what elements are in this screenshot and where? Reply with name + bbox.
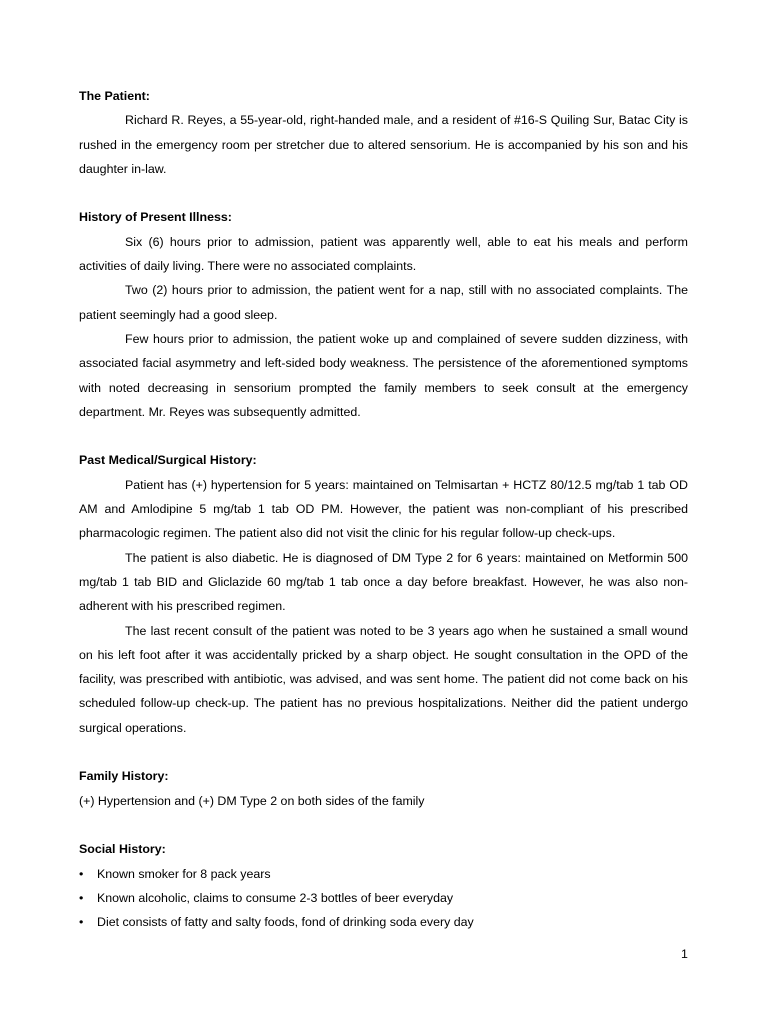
hpi-heading: History of Present Illness:: [79, 210, 232, 225]
bullet-icon: •: [79, 890, 84, 905]
past-history-paragraph-2: The patient is also diabetic. He is diagnosed of DM Type 2 for 6 years: maintained on Metformin 500 mg/tab 1 tab BID and Gliclazide 60 mg/tab 1 tab once a day before breakfast. However, he was also non-adherent with his prescribed regimen.: [79, 550, 688, 614]
past-history-heading: Past Medical/Surgical History:: [79, 453, 257, 468]
list-item: [79, 862, 688, 886]
list-item-text: Known smoker for 8 pack years: [97, 866, 271, 881]
list-item: [79, 886, 688, 910]
list-item-text: Diet consists of fatty and salty foods, fond of drinking soda every day: [97, 915, 474, 930]
bullet-icon: •: [79, 866, 84, 881]
document-body: [79, 84, 688, 934]
patient-heading: The Patient:: [79, 89, 150, 103]
bullet-icon: •: [79, 915, 84, 930]
patient-paragraph: Richard R. Reyes, a 55-year-old, right-handed male, and a resident of #16-S Quiling Sur, Batac City is rushed in the emergency room per stretcher due to altered sensorium. He is accompanied by his son and his daughter in-law.: [79, 113, 688, 176]
list-item: [79, 910, 688, 934]
page-number: 1: [681, 947, 688, 961]
family-history-text: (+) Hypertension and (+) DM Type 2 on both sides of the family: [79, 793, 425, 808]
family-history-heading: Family History:: [79, 769, 169, 784]
list-item-text: Known alcoholic, claims to consume 2-3 bottles of beer everyday: [97, 890, 454, 905]
past-history-paragraph-3: The last recent consult of the patient was noted to be 3 years ago when he sustained a small wound on his left foot after it was accidentally pricked by a sharp object. He sought consultation in the OPD of the facility, was prescribed with antibiotic, was advised, and was sent home. The patient did not come back on his scheduled follow-up check-up. The patient has no previous hospitalizations. Neither did the patient undergo surgical operations.: [79, 623, 688, 735]
hpi-paragraph-1: Six (6) hours prior to admission, patient was apparently well, able to eat his meals and perform activities of daily living. There were no associated complaints.: [79, 234, 688, 274]
hpi-paragraph-3: Few hours prior to admission, the patient woke up and complained of severe sudden dizziness, with associated facial asymmetry and left-sided body weakness. The persistence of the aforementioned symptoms with noted decreasing in sensorium prompted the family members to seek consult at the emergency department. Mr. Reyes was subsequently admitted.: [79, 331, 688, 419]
hpi-paragraph-2: Two (2) hours prior to admission, the patient went for a nap, still with no associated complaints. The patient seemingly had a good sleep.: [79, 283, 688, 322]
social-history-list: [79, 862, 688, 935]
social-history-heading: Social History:: [79, 842, 166, 857]
past-history-paragraph-1: Patient has (+) hypertension for 5 years: maintained on Telmisartan + HCTZ 80/12.5 mg/tab 1 tab OD AM and Amlodipine 5 mg/tab 1 tab OD PM. However, the patient was non-compliant of his prescribed pharmacologic regimen. The patient also did not visit the clinic for his regular follow-up check-ups.: [79, 477, 688, 541]
